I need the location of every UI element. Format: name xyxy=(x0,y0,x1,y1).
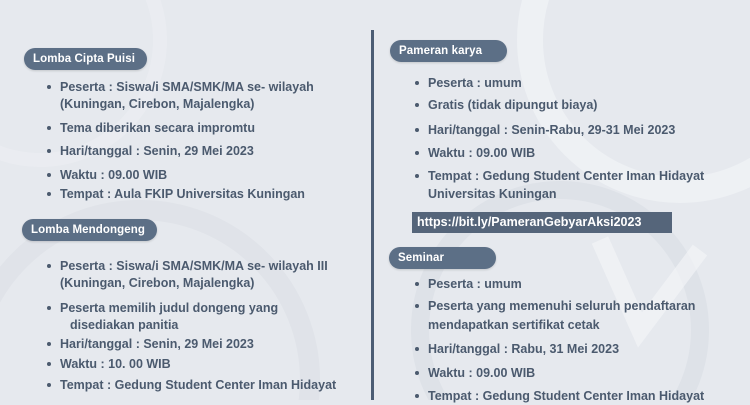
list-item: Waktu : 10. 00 WIB xyxy=(60,356,171,373)
list-item: Hari/tanggal : Senin, 29 Mei 2023 xyxy=(60,336,254,353)
list-item: Tempat : Gedung Student Center Iman Hidayat xyxy=(428,388,704,405)
list-item: Tema diberikan secara impromtu xyxy=(60,120,255,137)
list-item: Peserta yang memenuhi seluruh pendaftaran xyxy=(428,298,695,315)
section-title-pameran-karya: Pameran karya xyxy=(390,40,507,62)
list-item: Peserta : Siswa/i SMA/SMK/MA se- wilayah III xyxy=(60,258,328,275)
section-title-lomba-cipta-puisi: Lomba Cipta Puisi xyxy=(24,48,147,70)
list-item: Hari/tanggal : Senin, 29 Mei 2023 xyxy=(60,143,254,160)
list-item: Peserta memilih judul dongeng yang xyxy=(60,300,278,317)
registration-link[interactable]: https://bit.ly/PameranGebyarAksi2023 xyxy=(412,212,672,233)
section-title-seminar: Seminar xyxy=(389,247,496,269)
list-item: Peserta : umum xyxy=(428,75,522,92)
list-item-continuation: (Kuningan, Cirebon, Majalengka) xyxy=(60,97,255,111)
list-item: Tempat : Gedung Student Center Iman Hidayat xyxy=(60,377,336,394)
list-item: Waktu : 09.00 WIB xyxy=(428,145,535,162)
list-item: Hari/tanggal : Rabu, 31 Mei 2023 xyxy=(428,341,619,358)
list-item-continuation: (Kuningan, Cirebon, Majalengka) xyxy=(60,276,255,290)
list-item: Peserta : umum xyxy=(428,276,522,293)
list-item: Tempat : Aula FKIP Universitas Kuningan xyxy=(60,186,305,203)
list-item: Waktu : 09.00 WIB xyxy=(428,365,535,382)
column-divider xyxy=(371,30,374,400)
section-title-lomba-mendongeng: Lomba Mendongeng xyxy=(22,219,157,241)
list-item: Gratis (tidak dipungut biaya) xyxy=(428,97,597,114)
list-item-continuation: disediakan panitia xyxy=(70,318,179,332)
list-item: Peserta : Siswa/i SMA/SMK/MA se- wilayah xyxy=(60,79,314,96)
list-item: Hari/tanggal : Senin-Rabu, 29-31 Mei 2023 xyxy=(428,122,675,139)
list-item: Tempat : Gedung Student Center Iman Hidayat xyxy=(428,168,704,185)
list-item-continuation: mendapatkan sertifikat cetak xyxy=(428,318,600,332)
list-item: Waktu : 09.00 WIB xyxy=(60,167,167,184)
list-item-continuation: Universitas Kuningan xyxy=(428,187,557,201)
